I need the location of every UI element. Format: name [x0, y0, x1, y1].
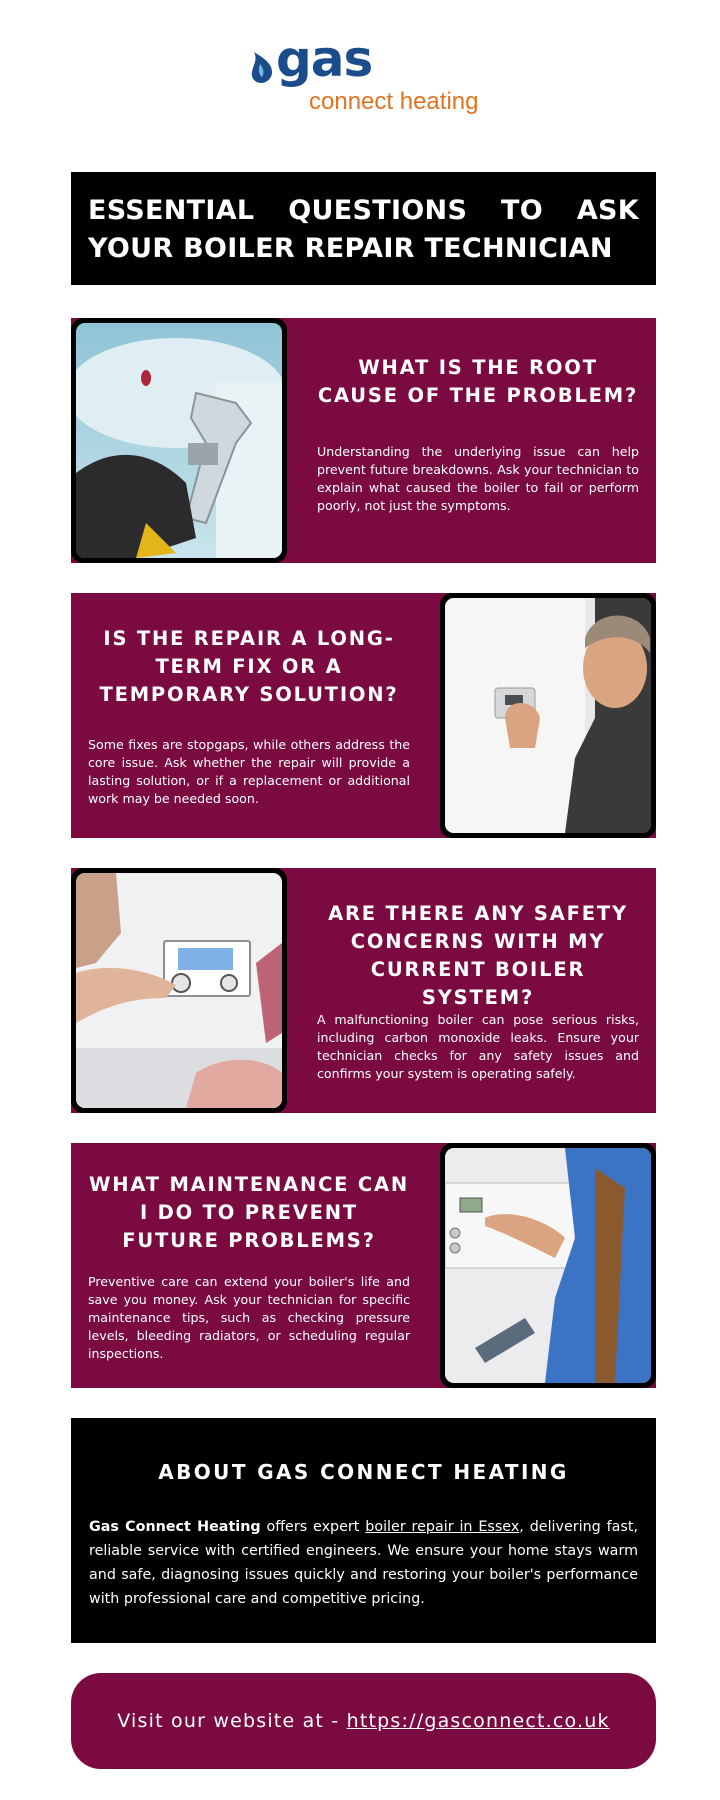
- technician-boiler-photo: [440, 593, 656, 838]
- website-link[interactable]: https://gasconnect.co.uk: [346, 1710, 610, 1732]
- thermostat-photo: [71, 868, 287, 1113]
- gas-connect-logo: [250, 30, 480, 124]
- page-title: ESSENTIAL QUESTIONS TO ASK YOUR BOILER REPAIR TECHNICIAN: [88, 195, 639, 264]
- card-body: Understanding the underlying issue can help prevent future breakdowns. Ask your technician to explain what caused the boiler to fail or perform poorly, not just the symptoms.: [317, 444, 639, 513]
- flame-drop-icon: [250, 50, 276, 84]
- about-text-rest: , delivering fast, reliable service with certified engineers. We ensure your home stays warm and safe, diagnosing issues quickly and restoring your boiler's performance with professional care and competitive pricing.: [89, 1519, 639, 1607]
- card-heading: IS THE REPAIR A LONG-TERM FIX OR A TEMPORARY SOLUTION?: [99, 627, 399, 706]
- about-section: [71, 1418, 656, 1643]
- logo-brand: gas: [276, 30, 373, 88]
- company-name: Gas Connect Heating: [89, 1519, 261, 1535]
- card-heading: WHAT IS THE ROOT CAUSE OF THE PROBLEM?: [317, 356, 639, 407]
- question-card-maintenance: [71, 1143, 656, 1388]
- wrench-photo: [71, 318, 287, 563]
- question-card-long-term-fix: [71, 593, 656, 838]
- card-body: Some fixes are stopgaps, while others address the core issue. Ask whether the repair will provide a lasting solution, or if a replacement or additional work may be needed soon.: [88, 737, 410, 806]
- card-heading: ARE THERE ANY SAFETY CONCERNS WITH MY CURRENT BOILER SYSTEM?: [328, 902, 628, 1009]
- about-text: [89, 1515, 638, 1611]
- card-body: A malfunctioning boiler can pose serious risks, including carbon monoxide leaks. Ensure your technician checks for any safety issues and confirms your system is operating safely.: [317, 1012, 639, 1081]
- about-heading: ABOUT GAS CONNECT HEATING: [158, 1460, 569, 1484]
- question-card-safety: [71, 868, 656, 1113]
- boiler-repair-link[interactable]: boiler repair in Essex: [365, 1519, 520, 1535]
- about-text-lead: offers expert: [260, 1519, 366, 1535]
- technician-control-panel-photo: [440, 1143, 656, 1388]
- question-card-root-cause: [71, 318, 656, 563]
- website-banner: [71, 1673, 656, 1769]
- card-body: Preventive care can extend your boiler's life and save you money. Ask your technician for specific maintenance tips, such as checking pressure levels, bleeding radiators, or scheduling regular inspections.: [88, 1274, 410, 1361]
- logo-tagline: connect heating: [309, 88, 479, 115]
- title-banner: [71, 172, 656, 285]
- visit-prefix: Visit our website at -: [117, 1710, 347, 1732]
- card-heading: WHAT MAINTENANCE CAN I DO TO PREVENT FUTURE PROBLEMS?: [88, 1173, 410, 1252]
